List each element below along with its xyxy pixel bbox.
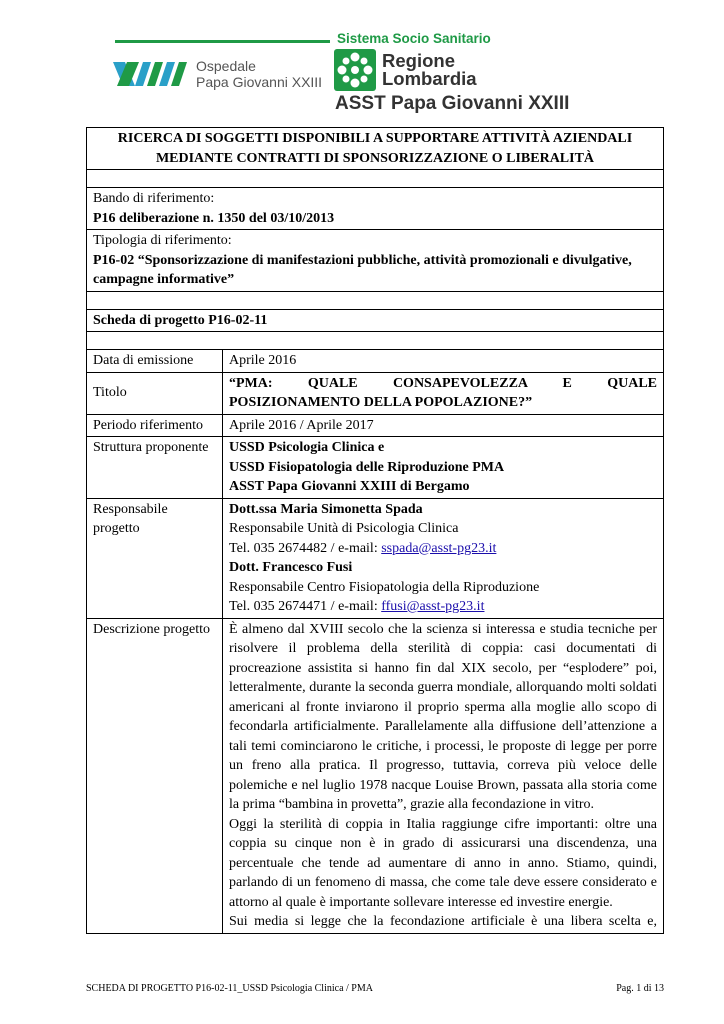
struttura-label: Struttura proponente (87, 437, 223, 499)
region-name: Regione Lombardia (382, 50, 477, 89)
footer-doc-name: SCHEDA DI PROGETTO P16-02-11_USSD Psicologia Clinica / PMA (86, 983, 373, 994)
descrizione-row (87, 618, 664, 933)
emissione-row (87, 350, 664, 373)
descrizione-paragraph: È almeno dal XVIII secolo che la scienza si interessa e studia tecniche per risolvere il problema della sterilità di coppia: casi documentati di procreazione assistita si hanno fin dal XIX secolo, per “esplodere” poi, letteralmente, durante la seconda guerra mondiale, allorquando molti soldati americani al fronte inviarono il proprio sperma alla moglie allo scopo di fecondarla artificialmente. Parallelamente alla diffusione dell’attenzione a tali temi cominciarono le critiche, i processi, le proposte di legge per porre un freno alla pratica. Il progresso, tuttavia, correva più veloce delle polemiche e nel luglio 1978 nacque Louise Brown, passata alla storia come la prima “bambina in provetta”, grazie alla fecondazione in vitro. (229, 621, 657, 812)
resp2-contact: Tel. 035 2674471 / e-mail: ffusi@asst-pg23.it (229, 599, 485, 614)
tipologia-value: P16-02 “Sponsorizzazione di manifestazioni pubbliche, attività promozionali e divulgative, campagne informative” (93, 252, 632, 287)
resp2-email-link[interactable]: ffusi@asst-pg23.it (381, 599, 485, 614)
descrizione-label: Descrizione progetto (87, 618, 223, 933)
resp1-email-link[interactable]: sspada@asst-pg23.it (381, 540, 497, 556)
hospital-logo-icon (113, 60, 191, 88)
descrizione-value (223, 618, 664, 933)
bando-label: Bando di riferimento: (93, 191, 215, 206)
bando-row (87, 188, 664, 230)
spacer (87, 291, 664, 309)
footer-page-number: Pag. 1 di 13 (616, 983, 664, 994)
system-label: Sistema Socio Sanitario (337, 31, 491, 46)
descrizione-paragraph: Oggi la sterilità di coppia in Italia raggiunge cifre importanti: oltre una coppia su cinque non è in grado di assicurarsi una discendenza, una percentuale che tende ad aumentare di anno in anno. Stiamo, quindi, parlando di un fenomeno di massa, che come tale deve essere considerato e attorno al quale è importante sollevare interesse ed investire energie. (229, 816, 657, 910)
resp2-role: Responsabile Centro Fisiopatologia della Riproduzione (229, 579, 540, 595)
resp1-role: Responsabile Unità di Psicologia Clinica (229, 521, 459, 536)
titolo-value: “PMA: QUALE CONSAPEVOLEZZA E QUALE POSIZIONAMENTO DELLA POPOLAZIONE?” (223, 372, 664, 414)
resp2-name: Dott. Francesco Fusi (229, 560, 353, 575)
regione-lombardia-logo-icon (334, 49, 376, 91)
periodo-label: Periodo riferimento (87, 414, 223, 437)
periodo-value: Aprile 2016 / Aprile 2017 (223, 414, 664, 437)
spacer (87, 332, 664, 350)
hospital-name: Ospedale Papa Giovanni XXIII (196, 58, 323, 90)
asst-name: ASST Papa Giovanni XXIII (335, 93, 570, 114)
document-title: RICERCA DI SOGGETTI DISPONIBILI A SUPPORTARE ATTIVITÀ AZIENDALI MEDIANTE CONTRATTI DI SPONSORIZZAZIONE O LIBERALITÀ (87, 128, 664, 170)
descrizione-paragraph: Sui media si legge che la fecondazione artificiale è una libera scelta e, (229, 914, 657, 929)
scheda-title: Scheda di progetto P16-02-11 (87, 309, 664, 332)
tipologia-label: Tipologia di riferimento: (93, 233, 232, 248)
project-sheet-table (86, 127, 664, 934)
bando-cell (87, 188, 664, 230)
struttura-value: USSD Psicologia Clinica e USSD Fisiopatologia delle Riproduzione PMA ASST Papa Giovanni XXIII di Bergamo (223, 437, 664, 499)
scheda-row (87, 309, 664, 332)
header-green-rule (115, 40, 330, 43)
resp1-name: Dott.ssa Maria Simonetta Spada (229, 501, 423, 517)
periodo-row (87, 414, 664, 437)
emissione-label: Data di emissione (87, 350, 223, 373)
titolo-row (87, 372, 664, 414)
struttura-row (87, 437, 664, 499)
tipologia-cell (87, 230, 664, 292)
responsabile-label: Responsabile progetto (87, 498, 223, 618)
bando-value: P16 deliberazione n. 1350 del 03/10/2013 (93, 210, 335, 226)
titolo-label: Titolo (87, 372, 223, 414)
responsabile-row (87, 498, 664, 618)
title-row (87, 128, 664, 170)
spacer (87, 170, 664, 188)
page-footer (86, 983, 664, 994)
resp1-contact: Tel. 035 2674482 / e-mail: sspada@asst-pg23.it (229, 540, 497, 556)
responsabile-value (223, 498, 664, 618)
letterhead (0, 0, 724, 125)
emissione-value: Aprile 2016 (223, 350, 664, 373)
tipologia-row (87, 230, 664, 292)
